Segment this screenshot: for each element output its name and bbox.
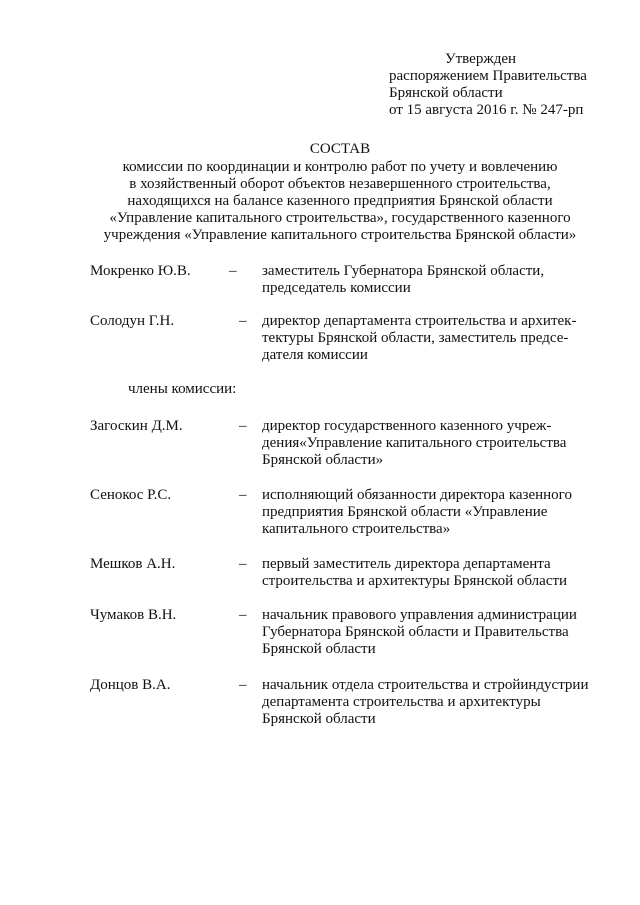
dash-separator: – [239, 418, 247, 434]
role-line: начальник правового управления администрации [262, 607, 577, 623]
approval-line-order: распоряжением Правительства [389, 68, 587, 84]
role-line: первый заместитель директора департамента [262, 556, 551, 572]
approval-block [389, 51, 587, 119]
member-name: Мокренко Ю.В. [90, 263, 191, 279]
role-line: Брянской области [262, 711, 376, 727]
role-line: тектуры Брянской области, заместитель предсе- [262, 330, 569, 346]
role-line: Губернатора Брянской области и Правительства [262, 624, 569, 640]
role-line: заместитель Губернатора Брянской области, [262, 263, 545, 279]
member-name: Сенокос Р.С. [90, 487, 172, 503]
member-name: Загоскин Д.М. [90, 418, 183, 434]
dash-separator: – [239, 313, 247, 329]
member-name: Мешков А.Н. [90, 556, 176, 572]
title-line: комиссии по координации и контролю работ по учету и вовлечению [122, 159, 558, 175]
role-line: председатель комиссии [262, 280, 411, 296]
title-line: учреждения «Управление капитального строительства Брянской области» [103, 227, 577, 243]
role-line: предприятия Брянской области «Управление [262, 504, 548, 520]
title-line: «Управление капитального строительства», государственного казенного [109, 210, 571, 226]
member-role [262, 677, 602, 728]
dash-separator: – [229, 263, 237, 279]
member-role [262, 418, 602, 469]
dash-separator: – [239, 677, 247, 693]
member-role [262, 313, 602, 364]
role-line: директор государственного казенного учреж- [262, 418, 552, 434]
member-role [262, 487, 602, 538]
member-name: Донцов В.А. [90, 677, 171, 693]
approval-line-approved: Утвержден [445, 51, 517, 67]
role-line: дения«Управление капитального строительства [262, 435, 567, 451]
document-title [90, 141, 590, 244]
role-line: исполняющий обязанности директора казенного [262, 487, 572, 503]
approval-line-date: от 15 августа 2016 г. № 247-рп [389, 102, 584, 118]
role-line: дателя комиссии [262, 347, 368, 363]
approval-line-region: Брянской области [389, 85, 503, 101]
member-role [262, 607, 602, 658]
title-line: в хозяйственный оборот объектов незавершенного строительства, [129, 176, 551, 192]
role-line: строительства и архитектуры Брянской области [262, 573, 568, 589]
role-line: начальник отдела строительства и стройиндустрии [262, 677, 589, 693]
role-line: капитального строительства» [262, 521, 451, 537]
role-line: директор департамента строительства и архитек- [262, 313, 577, 329]
title-line: находящихся на балансе казенного предприятия Брянской области [127, 193, 553, 209]
role-line: Брянской области [262, 641, 376, 657]
member-role [262, 556, 602, 590]
dash-separator: – [239, 607, 247, 623]
dash-separator: – [239, 487, 247, 503]
members-label: члены комиссии: [128, 381, 237, 397]
role-line: Брянской области» [262, 452, 384, 468]
role-line: департамента строительства и архитектуры [262, 694, 541, 710]
member-name: Солодун Г.Н. [90, 313, 175, 329]
member-role [262, 263, 602, 297]
member-name: Чумаков В.Н. [90, 607, 177, 623]
dash-separator: – [239, 556, 247, 572]
title-heading: СОСТАВ [309, 141, 371, 157]
